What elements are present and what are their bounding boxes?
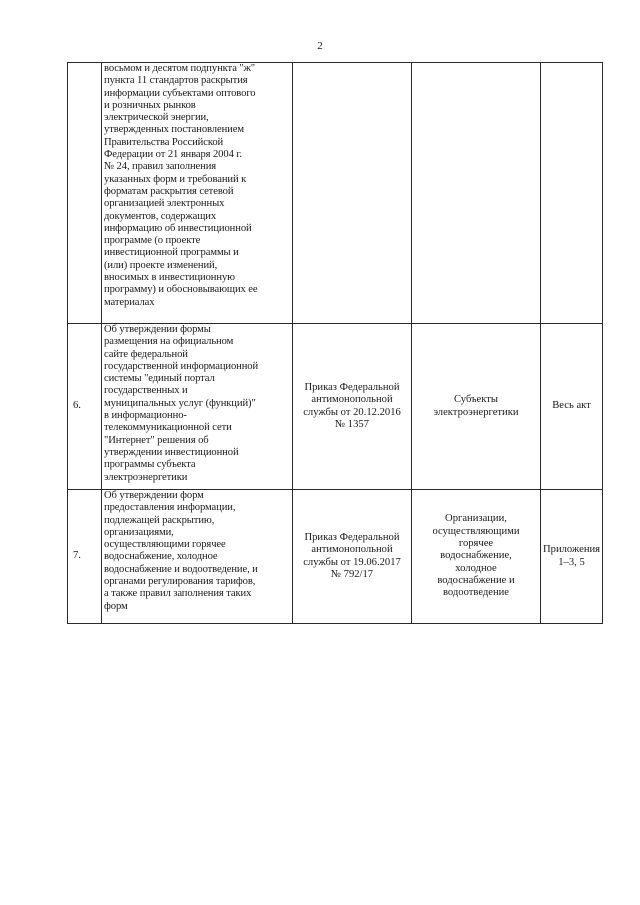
act-title-cell [102, 490, 293, 624]
act-title-cell [102, 63, 293, 324]
row-number: 7. [73, 550, 81, 562]
act-scope: Приложения 1–3, 5 [543, 544, 601, 568]
act-document-cell [293, 324, 412, 490]
table-row [68, 490, 603, 624]
act-document-cell [293, 490, 412, 624]
acts-table [67, 62, 603, 624]
row-number-cell [68, 490, 102, 624]
row-number-cell [68, 324, 102, 490]
act-document: Приказ Федеральной антимонопольной службы от 20.12.2016 № 1357 [303, 381, 401, 430]
act-title-cell [102, 324, 293, 490]
act-title: Об утверждении формы размещения на официальном сайте федеральной государственной информационной системы "единый портал государственных и муниципальных услуг (функций)" в информационно- телекоммуникационной сети "Интернет" решения об утверждении инвестиционной программы субъекта электроэнергетики [104, 324, 259, 483]
act-subjects-cell [412, 63, 541, 324]
row-number: 6. [73, 400, 81, 412]
table-row [68, 63, 603, 324]
act-title: Об утверждении форм предоставления информации, подлежащей раскрытию, организациями, осуществляющими горячее водоснабжение, холодное водоснабжение и водоотведение, и органами регулирования тарифов, а также правил заполнения таких форм [104, 490, 258, 612]
act-document-cell [293, 63, 412, 324]
act-scope: Весь акт [552, 400, 591, 412]
act-subjects-cell [412, 324, 541, 490]
table-row [68, 324, 603, 490]
page-number: 2 [317, 40, 323, 52]
act-scope-cell [541, 324, 603, 490]
act-scope-cell [541, 63, 603, 324]
act-scope-cell [541, 490, 603, 624]
act-title: восьмом и десятом подпункта "ж" пункта 11 стандартов раскрытия информации субъектами оптового и розничных рынков электрической энергии, утвержденных постановлением Правительства Российской Федерации от 21 января 2004 г. № 24, правил заполнения указанных форм и требований к форматам раскрытия сетевой организацией электронных документов, содержащих информацию об инвестиционной программе (о проекте инвестиционной программы и (или) проекте изменений, вносимых в инвестиционную программу) и обосновывающих ее материалах [104, 63, 258, 308]
act-subjects: Субъекты электроэнергетики [433, 394, 519, 418]
act-document: Приказ Федеральной антимонопольной службы от 19.06.2017 № 792/17 [303, 531, 401, 580]
row-number-cell [68, 63, 102, 324]
act-subjects-cell [412, 490, 541, 624]
act-subjects: Организации, осуществляющими горячее водоснабжение, холодное водоснабжение и водоотведение [432, 513, 520, 599]
